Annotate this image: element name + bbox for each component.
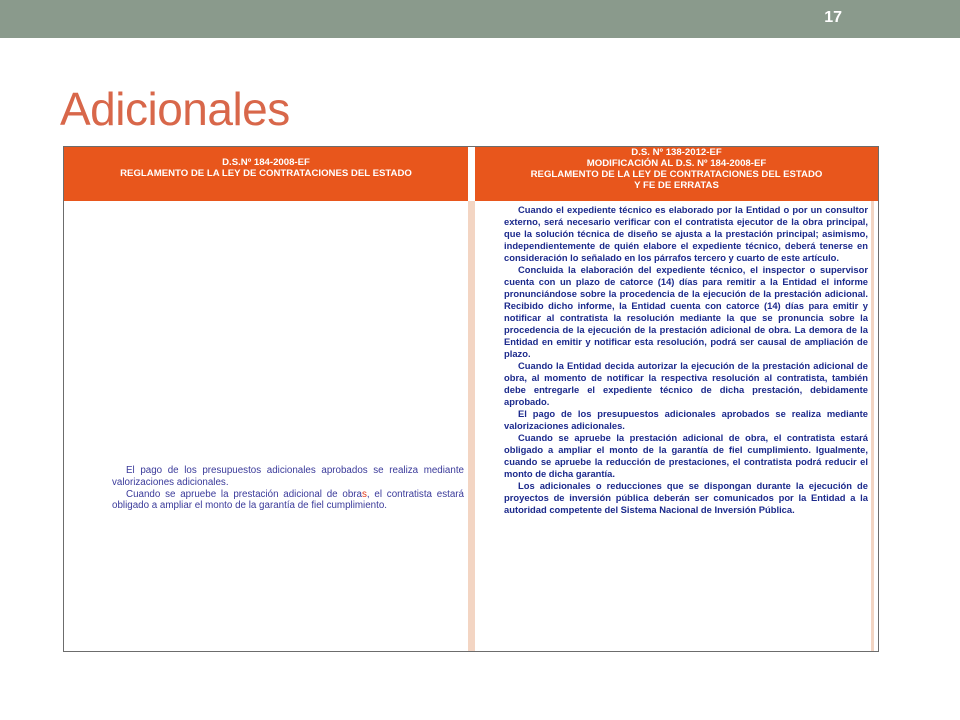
left-paragraph-text: , el contratista estará obligado a ampliar el monto de la garantía de fiel cumplimiento. [112,488,464,512]
red-correction-mark: s [362,488,367,500]
right-paragraph: El pago de los presupuestos adicionales aprobados se realiza mediante valorizaciones adicionales. [504,408,868,431]
page-number: 17 [824,9,842,26]
left-header-line: D.S.Nº 184-2008-EF [222,157,310,168]
left-paragraph: El pago de los presupuestos adicionales aprobados se realiza mediante valorizaciones adicionales. [112,465,464,488]
right-paragraph: Los adicionales o reducciones que se dispongan durante la ejecución de proyectos de inversión pública deberán ser comunicados por la Entidad a la autoridad competente del Sistema Nacional de Inversión Pública. [504,480,868,515]
right-header-line: MODIFICACIÓN AL D.S. Nº 184-2008-EF [586,158,767,169]
right-paragraph: Cuando la Entidad decida autorizar la ejecución de la prestación adicional de obra, al momento de notificar la respectiva resolución al contratista, también debe entregarle el expediente técnico de dicha prestación, debidamente aprobado. [504,360,868,407]
left-column-header [64,147,468,201]
header-gap [468,147,475,201]
right-paragraph: Cuando el expediente técnico es elaborado por la Entidad o por un consultor externo, será necesario verificar con el contratista ejecutor de la obra principal, que la solución técnica de diseño se ajusta a la prestación principal; asimismo, independientemente de quién elabore el expediente técnico, deberá tenerse en consideración lo señalado en los párrafos tercero y cuarto de este artículo. [504,204,868,263]
right-edge-divider [871,201,874,651]
right-column-text [504,204,868,516]
left-column-text [112,465,464,512]
right-paragraph: Concluida la elaboración del expediente técnico, el inspector o supervisor cuenta con un plazo de catorce (14) días para remitir a la Entidad el informe pronunciándose sobre la procedencia de la ejecución de la prestación adicional. Recibido dicho informe, la Entidad cuenta con catorce (14) días para emitir y notificar al contratista la resolución mediante la que se pronuncia sobre la procedencia de la ejecución de la prestación adicional de obra. La demora de la Entidad en emitir y notificar esta resolución, podrá ser causal de ampliación de plazo. [504,264,868,359]
top-bar [0,0,960,38]
left-paragraph-text: Cuando se apruebe la prestación adicional de obra [126,488,363,500]
column-divider [468,201,475,651]
table-header-row [64,147,878,201]
left-header-line: REGLAMENTO DE LA LEY DE CONTRATACIONES DEL ESTADO [120,168,412,179]
right-header-line: D.S. Nº 138-2012-EF [631,147,722,158]
right-paragraph: Cuando se apruebe la prestación adicional de obra, el contratista estará obligado a ampliar el monto de la garantía de fiel cumplimiento. Igualmente, cuando se apruebe la reducción de prestaciones, el contratista podrá reducir el monto de dicha garantía. [504,432,868,479]
right-header-line: REGLAMENTO DE LA LEY DE CONTRATACIONES DEL ESTADO [530,169,823,180]
comparison-table [63,146,879,652]
right-column-header [475,147,878,201]
left-paragraph [112,489,464,513]
slide-title: Adicionales [60,83,290,135]
right-header-line: Y FE DE ERRATAS [634,180,719,191]
